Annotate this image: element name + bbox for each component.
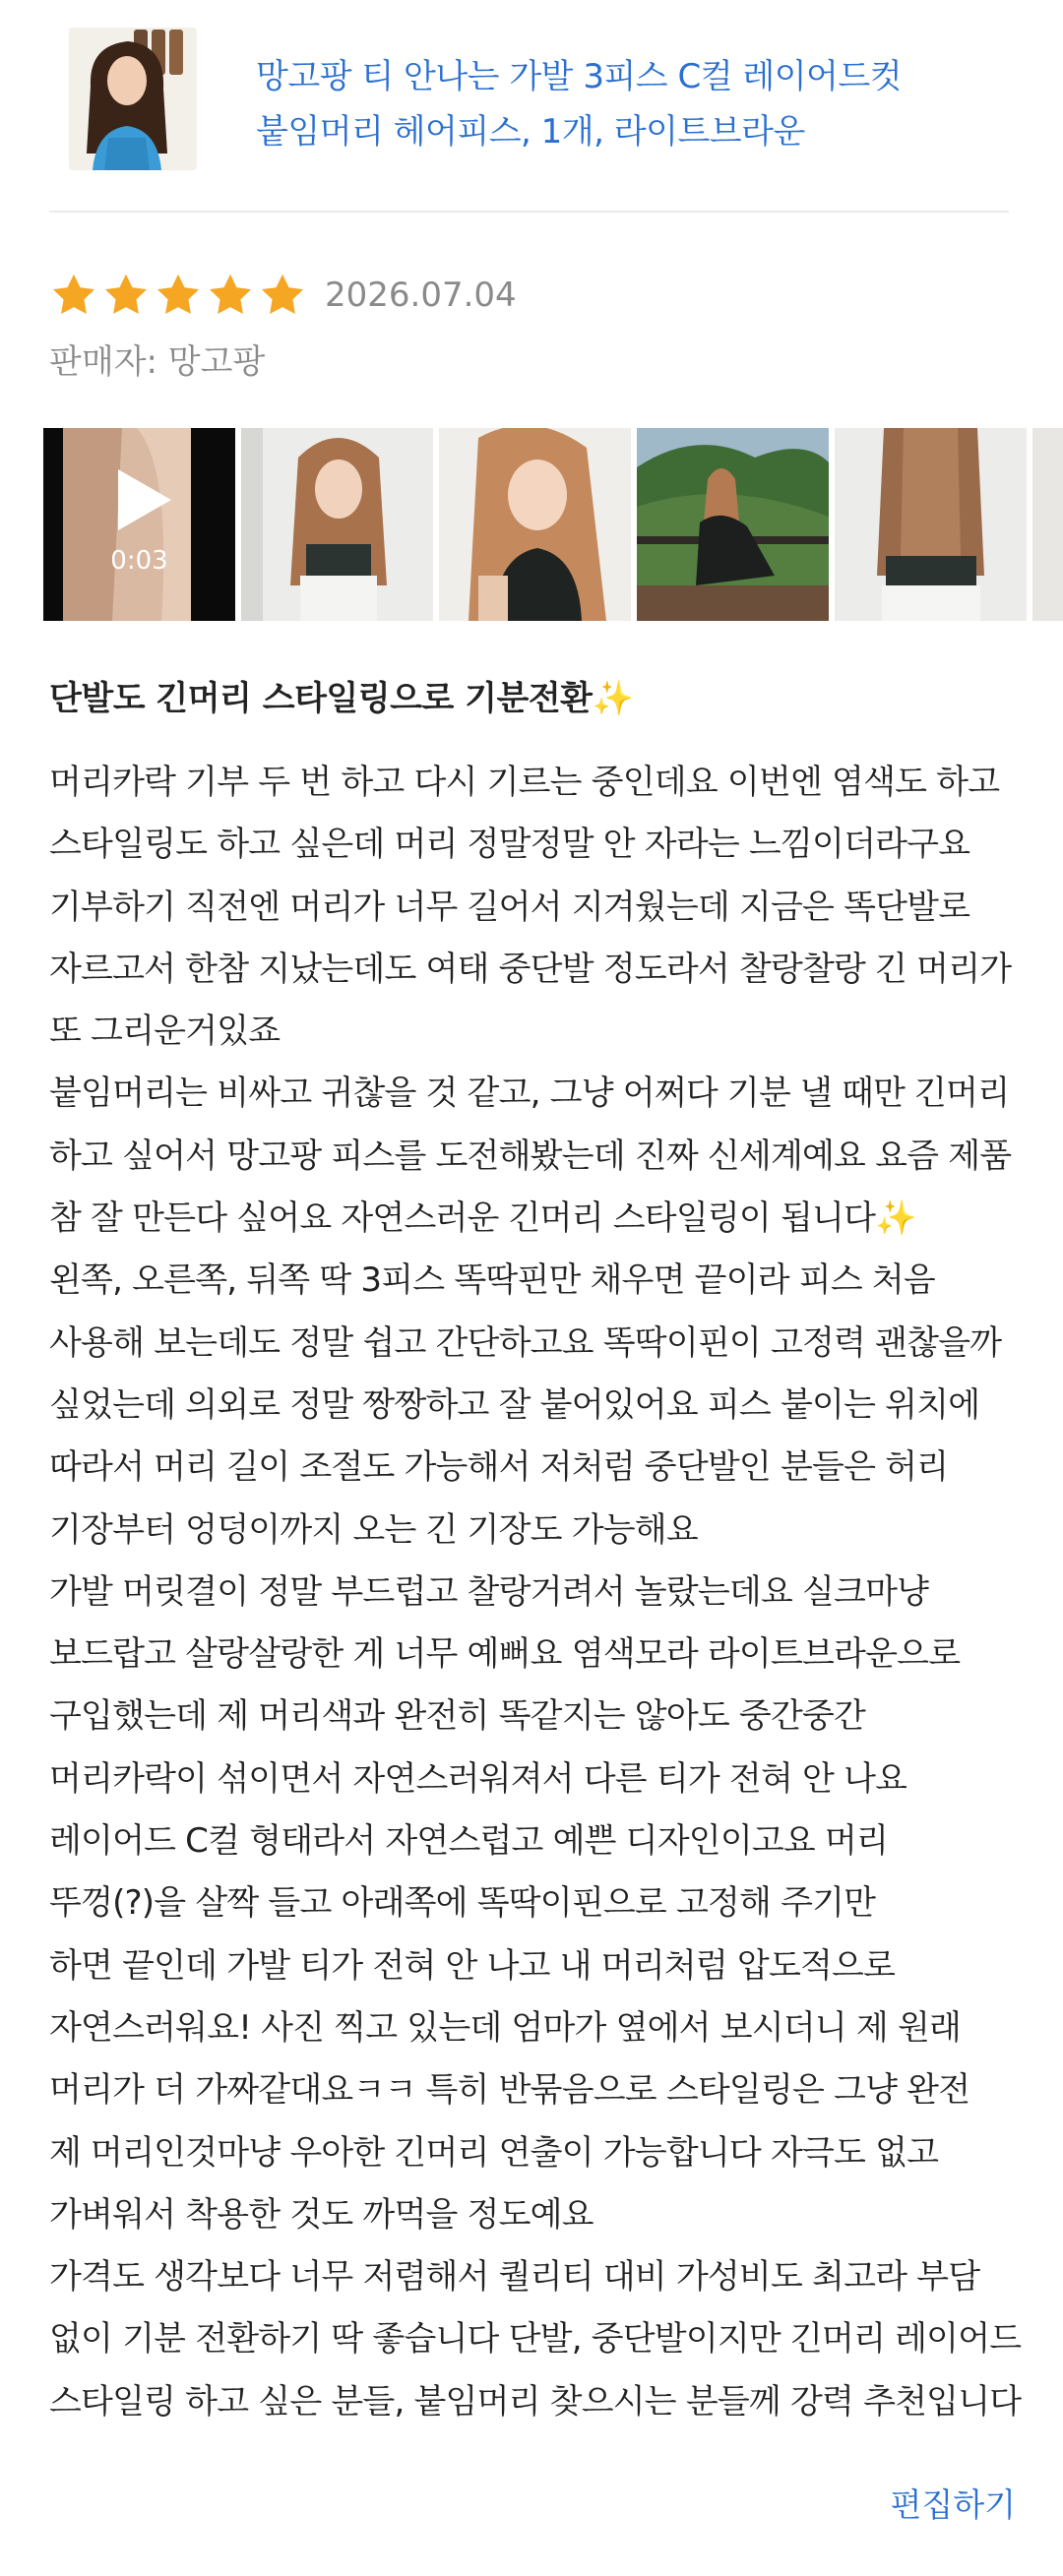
review-body-line: 따라서 머리 길이 조절도 가능해서 저처럼 중단발인 분들은 허리 [49,1447,949,1488]
review-photo-thumbnail[interactable] [1032,428,1063,621]
star-icon [101,271,151,320]
review-body-line: 붙임머리는 비싸고 귀찮을 것 같고, 그냥 어쩌다 기분 낼 때만 긴머리 [49,1073,1010,1114]
review-body-line: 머리가 더 가짜같대요ㅋㅋ 특히 반묶음으로 스타일링은 그냥 완전 [49,2070,970,2111]
product-title-line: 망고팡 티 안나는 가발 3피스 C컬 레이어드컷 [256,57,903,96]
review-body-line: 가벼워서 착용한 것도 까먹을 정도예요 [49,2194,594,2235]
play-icon [114,467,173,532]
star-rating [49,271,307,320]
review-body-line: 하면 끝인데 가발 티가 전혀 안 나고 내 머리처럼 압도적으로 [49,1945,896,1986]
review-photo-thumbnail[interactable] [241,428,433,621]
seller-name: 판매자: 망고팡 [49,342,266,382]
divider [49,211,1009,213]
review-body-line: 또 그리운거있죠 [49,1012,281,1052]
review-photo-image [1032,428,1063,621]
star-icon [154,271,203,320]
review-photo-image [835,428,1027,621]
review-body-line: 없이 기분 전환하기 딱 좋습니다 단발, 중단발이지만 긴머리 레이어드 [49,2319,1022,2360]
star-icon [258,271,307,320]
review-photo-thumbnail[interactable] [637,428,829,621]
review-body-line: 사용해 보는데도 정말 쉽고 간단하고요 똑딱이핀이 고정력 괜찮을까 [49,1322,1002,1363]
review-body-line: 보드랍고 살랑살랑한 게 너무 예뻐요 염색모라 라이트브라운으로 [49,1634,961,1675]
product-thumbnail[interactable] [69,28,197,170]
review-photo-image [439,428,631,621]
review-video-thumbnail[interactable] [43,428,235,621]
product-title[interactable] [256,49,1004,159]
star-icon [206,271,255,320]
review-photo-image [637,428,829,621]
review-photo-thumbnail[interactable] [835,428,1027,621]
product-title-line: 붙임머리 헤어피스, 1개, 라이트브라운 [256,112,805,152]
review-body-line: 자르고서 한참 지났는데도 여태 중단발 정도라서 찰랑찰랑 긴 머리가 [49,949,1012,989]
review-body-line: 가발 머릿결이 정말 부드럽고 찰랑거려서 놀랐는데요 실크마냥 [49,1571,929,1612]
review-body-line: 자연스러워요! 사진 찍고 있는데 엄마가 옆에서 보시더니 제 원래 [49,2007,962,2048]
review-body-line: 싶었는데 의외로 정말 짱짱하고 잘 붙어있어요 피스 붙이는 위치에 [49,1384,980,1425]
review-body-line: 가격도 생각보다 너무 저렴해서 퀄리티 대비 가성비도 최고라 부담 [49,2257,980,2298]
video-duration: 0:03 [110,546,168,576]
review-body [49,752,1024,2433]
review-body-line: 제 머리인것마냥 우아한 긴머리 연출이 가능합니다 자극도 없고 [49,2132,939,2173]
review-body-line: 하고 싶어서 망고팡 피스를 도전해봤는데 진짜 신세계예요 요즘 제품 [49,1135,1012,1176]
product-header[interactable] [49,28,1014,175]
product-thumbnail-image [69,28,197,170]
review-body-line: 스타일링 하고 싶은 분들, 붙임머리 찾으시는 분들께 강력 추천입니다 [49,2381,1022,2422]
review-photo-image [241,428,433,621]
review-body-line: 스타일링도 하고 싶은데 머리 정말정말 안 자라는 느낌이더라구요 [49,825,970,865]
review-media-strip[interactable] [43,428,1063,621]
edit-button[interactable]: 편집하기 [890,2485,1016,2524]
review-body-line: 머리카락 기부 두 번 하고 다시 기르는 중인데요 이번엔 염색도 하고 [49,763,1000,802]
review-photo-thumbnail[interactable] [439,428,631,621]
review-body-line: 기부하기 직전엔 머리가 너무 길어서 지겨웠는데 지금은 똑단발로 [49,887,970,927]
review-body-line: 레이어드 C컬 형태라서 자연스럽고 예쁜 디자인이고요 머리 [49,1821,889,1862]
review-body-line: 머리카락이 섞이면서 자연스러워져서 다른 티가 전혀 안 나요 [49,1758,907,1799]
review-body-line: 구입했는데 제 머리색과 완전히 똑같지는 않아도 중간중간 [49,1696,866,1737]
review-body-line: 참 잘 만든다 싶어요 자연스러운 긴머리 스타일링이 됩니다✨ [49,1198,916,1239]
review-body-line: 왼쪽, 오른쪽, 뒤쪽 딱 3피스 똑딱핀만 채우면 끝이라 피스 처음 [49,1260,935,1301]
review-headline: 단발도 긴머리 스타일링으로 기분전환✨ [49,679,634,718]
review-body-line: 기장부터 엉덩이까지 오는 긴 기장도 가능해요 [49,1509,698,1550]
star-icon [49,271,98,320]
review-date: 2026.07.04 [325,276,517,315]
rating-row [49,268,517,323]
review-body-line: 뚜껑(?)을 살짝 들고 아래쪽에 똑딱이핀으로 고정해 주기만 [49,1883,876,1924]
